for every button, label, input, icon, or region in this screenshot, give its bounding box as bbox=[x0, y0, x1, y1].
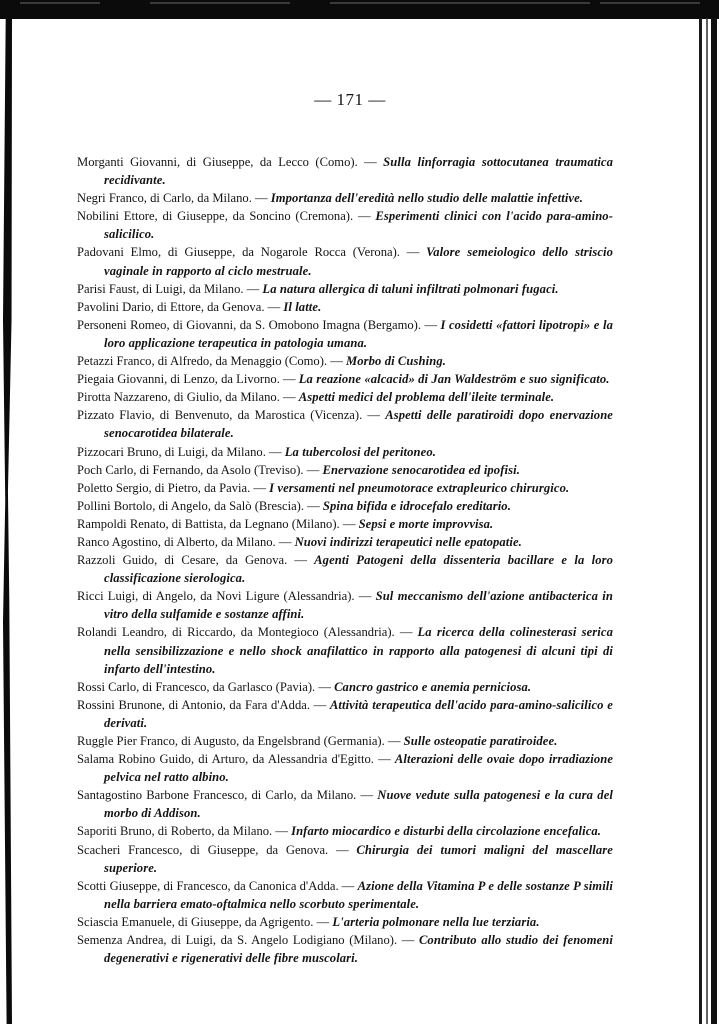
list-item bbox=[77, 841, 613, 877]
entry-author: Padovani Elmo, di Giuseppe, da Nogarole Rocca (Verona). bbox=[77, 245, 400, 260]
entry-author: Rossini Brunone, di Antonio, da Fara d'Adda. bbox=[77, 697, 310, 712]
entry-title: Sepsi e morte improvvisa. bbox=[358, 516, 494, 531]
entry-separator: — bbox=[356, 788, 378, 803]
entry-separator: — bbox=[397, 933, 419, 948]
entry-author: Petazzi Franco, di Alfredo, da Menaggio (Como). bbox=[77, 354, 328, 369]
list-item bbox=[77, 316, 613, 352]
entry-author: Scacheri Francesco, di Giuseppe, da Genova. bbox=[77, 842, 329, 857]
entry-author: Poch Carlo, di Fernando, da Asolo (Treviso). bbox=[77, 462, 304, 477]
entry-separator: — bbox=[272, 824, 292, 839]
list-item bbox=[77, 443, 613, 461]
entry-title: La reazione «alcacid» di Jan Waldeström e suo significato. bbox=[298, 372, 610, 387]
entry-separator: — bbox=[275, 534, 295, 549]
entry-separator: — bbox=[384, 734, 404, 748]
entry-separator: — bbox=[265, 444, 285, 459]
entry-title: Aspetti delle paratiroidi dopo enervazione senocarotidea bilaterale. bbox=[104, 408, 614, 441]
list-item bbox=[77, 207, 613, 243]
entry-title: Importanza dell'eredità nello studio delle malattie infettive. bbox=[270, 191, 584, 206]
entry-author: Ranco Agostino, di Alberto, da Milano. bbox=[77, 534, 276, 549]
list-item bbox=[77, 931, 613, 967]
entry-separator: — bbox=[309, 697, 330, 712]
list-item bbox=[77, 913, 613, 931]
entry-separator: — bbox=[353, 209, 376, 224]
scan-noise bbox=[150, 2, 290, 4]
entry-title: La natura allergica di taluni infiltrati polmonari fugaci. bbox=[262, 281, 559, 296]
list-item bbox=[77, 461, 613, 479]
entry-author: Pollini Bortolo, di Angelo, da Salò (Brescia). bbox=[77, 498, 305, 513]
entry-separator: — bbox=[304, 498, 323, 513]
entry-separator: — bbox=[339, 516, 359, 531]
entry-separator: — bbox=[362, 408, 386, 423]
entry-author: Pizzato Flavio, di Benvenuto, da Marostica (Vicenza). bbox=[77, 408, 363, 423]
entry-author: Razzoli Guido, di Cesare, da Genova. bbox=[77, 553, 288, 568]
entry-author: Scotti Giuseppe, di Francesco, da Canonica d'Adda. bbox=[77, 878, 339, 893]
list-item bbox=[77, 153, 613, 189]
scan-border-top bbox=[0, 0, 719, 19]
list-item bbox=[77, 696, 613, 732]
scan-edge-line bbox=[711, 18, 717, 1024]
scan-border-right bbox=[697, 18, 719, 1024]
entry-separator: — bbox=[357, 155, 384, 169]
entry-title: Infarto miocardico e disturbi della circolazione encefalica. bbox=[291, 824, 602, 839]
entry-title: Azione della Vitamina P e delle sostanze P simili nella barriera emato-oftalmica nello scorbuto sperimentale. bbox=[104, 878, 614, 911]
entry-title: Cancro gastrico e anemia perniciosa. bbox=[334, 679, 532, 694]
entry-title: La ricerca della colinesterasi serica nella sensibilizzazione e nello shock anafilattico in rapporto alla patogenesi di alcuni tipi di infarto dell'intestino. bbox=[104, 625, 613, 676]
list-item bbox=[77, 587, 613, 623]
list-item bbox=[77, 370, 613, 388]
entry-author: Rolandi Leandro, di Riccardo, da Montegioco (Alessandria). bbox=[77, 625, 395, 640]
list-item bbox=[77, 786, 613, 822]
entry-author: Rossi Carlo, di Francesco, da Garlasco (Pavia). bbox=[77, 679, 316, 694]
entry-title: Aspetti medici del problema dell'ileite terminale. bbox=[298, 390, 555, 405]
list-item bbox=[77, 822, 613, 840]
entry-separator: — bbox=[421, 317, 441, 332]
entry-title: Enervazione senocarotidea ed ipofisi. bbox=[322, 462, 520, 477]
entry-title: Agenti Patogeni della dissenteria bacillare e la loro classificazione sierologica. bbox=[104, 553, 614, 586]
entry-author: Parisi Faust, di Luigi, da Milano. bbox=[77, 281, 244, 296]
entry-author: Ruggle Pier Franco, di Augusto, da Engelsbrand (Germania). bbox=[77, 734, 385, 748]
scan-noise bbox=[600, 2, 700, 4]
entry-author: Saporiti Bruno, di Roberto, da Milano. bbox=[77, 824, 273, 839]
entry-title: Nuovi indirizzi terapeutici nelle epatopatie. bbox=[294, 534, 522, 549]
entry-author: Poletto Sergio, di Pietro, da Pavia. bbox=[77, 480, 251, 495]
list-item bbox=[77, 678, 613, 696]
entry-title: Nuove vedute sulla patogenesi e la cura del morbo di Addison. bbox=[104, 788, 613, 821]
entry-separator: — bbox=[394, 625, 418, 640]
entry-separator: — bbox=[279, 372, 299, 387]
entry-title: Spina bifida e idrocefalo ereditario. bbox=[322, 498, 511, 513]
scan-noise bbox=[330, 2, 590, 4]
list-item bbox=[77, 551, 613, 587]
entry-separator: — bbox=[264, 299, 284, 314]
entry-title: Morbo di Cushing. bbox=[345, 354, 446, 369]
entry-author: Pirotta Nazzareno, di Giulio, da Milano. bbox=[77, 390, 280, 405]
entry-author: Semenza Andrea, di Luigi, da S. Angelo Lodigiano (Milano). bbox=[77, 933, 398, 948]
list-item bbox=[77, 479, 613, 497]
entry-author: Nobilini Ettore, di Giuseppe, da Soncino (Cremona). bbox=[77, 209, 354, 224]
entry-separator: — bbox=[279, 390, 299, 405]
list-item bbox=[77, 515, 613, 533]
entry-author: Piegaia Giovanni, di Lenzo, da Livorno. bbox=[77, 372, 280, 387]
scan-noise bbox=[20, 2, 100, 4]
entry-separator: — bbox=[327, 354, 346, 369]
entry-author: Rampoldi Renato, di Battista, da Legnano (Milano). bbox=[77, 516, 340, 531]
list-item bbox=[77, 388, 613, 406]
entry-author: Santagostino Barbone Francesco, di Carlo, da Milano. bbox=[77, 788, 357, 803]
entry-title: Contributo allo studio dei fenomeni degenerativi e rigenerativi delle fibre muscolari. bbox=[104, 933, 613, 966]
entry-separator: — bbox=[313, 914, 333, 929]
entry-separator: — bbox=[315, 679, 335, 694]
entry-separator: — bbox=[399, 245, 427, 260]
entry-separator: — bbox=[250, 480, 270, 495]
entry-title: Alterazioni delle ovaie dopo irradiazione pelvica nel ratto albino. bbox=[104, 752, 614, 785]
scan-edge-line bbox=[706, 18, 708, 1024]
list-item bbox=[77, 298, 613, 316]
entry-author: Negri Franco, di Carlo, da Milano. bbox=[77, 191, 252, 206]
document-page bbox=[20, 19, 697, 1024]
list-item bbox=[77, 497, 613, 515]
entry-author: Sciascia Emanuele, di Giuseppe, da Agrigento. bbox=[77, 914, 314, 929]
list-item bbox=[77, 533, 613, 551]
list-item bbox=[77, 189, 613, 207]
entry-author: Salama Robino Guido, di Arturo, da Alessandria d'Egitto. bbox=[77, 752, 374, 767]
entry-title: I cosidetti «fattori lipotropi» e la loro applicazione terapeutica in patologia umana. bbox=[104, 317, 613, 350]
entry-title: Valore semeiologico dello striscio vaginale in rapporto al ciclo mestruale. bbox=[104, 245, 614, 278]
entry-author: Pavolini Dario, di Ettore, da Genova. bbox=[77, 299, 265, 314]
list-item bbox=[77, 623, 613, 677]
page-number: — 171 — bbox=[314, 90, 386, 109]
entry-author: Personeni Romeo, di Giovanni, da S. Omobono Imagna (Bergamo). bbox=[77, 317, 422, 332]
list-item bbox=[77, 406, 613, 442]
entry-title: Sulla linforragia sottocutanea traumatica recidivante. bbox=[104, 155, 613, 188]
list-item bbox=[77, 280, 613, 298]
list-item bbox=[77, 877, 613, 913]
entry-author: Pizzocari Bruno, di Luigi, da Milano. bbox=[77, 444, 266, 459]
scan-edge-line bbox=[699, 18, 702, 1024]
entry-title: Sul meccanismo dell'azione antibacterica in vitro della sulfamide e sostanze affini. bbox=[104, 589, 613, 622]
entry-separator: — bbox=[243, 281, 263, 296]
entry-title: Sulle osteopatie paratiroidee. bbox=[403, 734, 558, 748]
entry-title: L'arteria polmonare nella lue terziaria. bbox=[332, 914, 540, 929]
scan-border-left bbox=[3, 18, 12, 1024]
entry-title: La tubercolosi del peritoneo. bbox=[284, 444, 436, 459]
entry-separator: — bbox=[328, 842, 357, 857]
entry-title: Il latte. bbox=[283, 299, 322, 314]
thesis-list bbox=[77, 153, 613, 967]
entry-separator: — bbox=[354, 589, 376, 604]
entry-separator: — bbox=[338, 878, 358, 893]
list-item bbox=[77, 732, 613, 750]
entry-separator: — bbox=[251, 191, 271, 206]
entry-title: Attività terapeutica dell'acido para-amino-salicilico e derivati. bbox=[104, 697, 613, 730]
entry-author: Morganti Giovanni, di Giuseppe, da Lecco (Como). bbox=[77, 155, 358, 169]
list-item bbox=[77, 352, 613, 370]
entry-separator: — bbox=[373, 752, 395, 767]
list-item bbox=[77, 243, 613, 279]
list-item bbox=[77, 750, 613, 786]
entry-title: Chirurgia dei tumori maligni del mascellare superiore. bbox=[104, 842, 613, 875]
entry-author: Ricci Luigi, di Angelo, da Novi Ligure (Alessandria). bbox=[77, 589, 355, 604]
entry-title: Esperimenti clinici con l'acido para-amino-salicilico. bbox=[104, 209, 613, 242]
entry-separator: — bbox=[303, 462, 323, 477]
entry-title: I versamenti nel pneumotorace extrapleurico chirurgico. bbox=[269, 480, 570, 495]
entry-separator: — bbox=[287, 553, 315, 568]
